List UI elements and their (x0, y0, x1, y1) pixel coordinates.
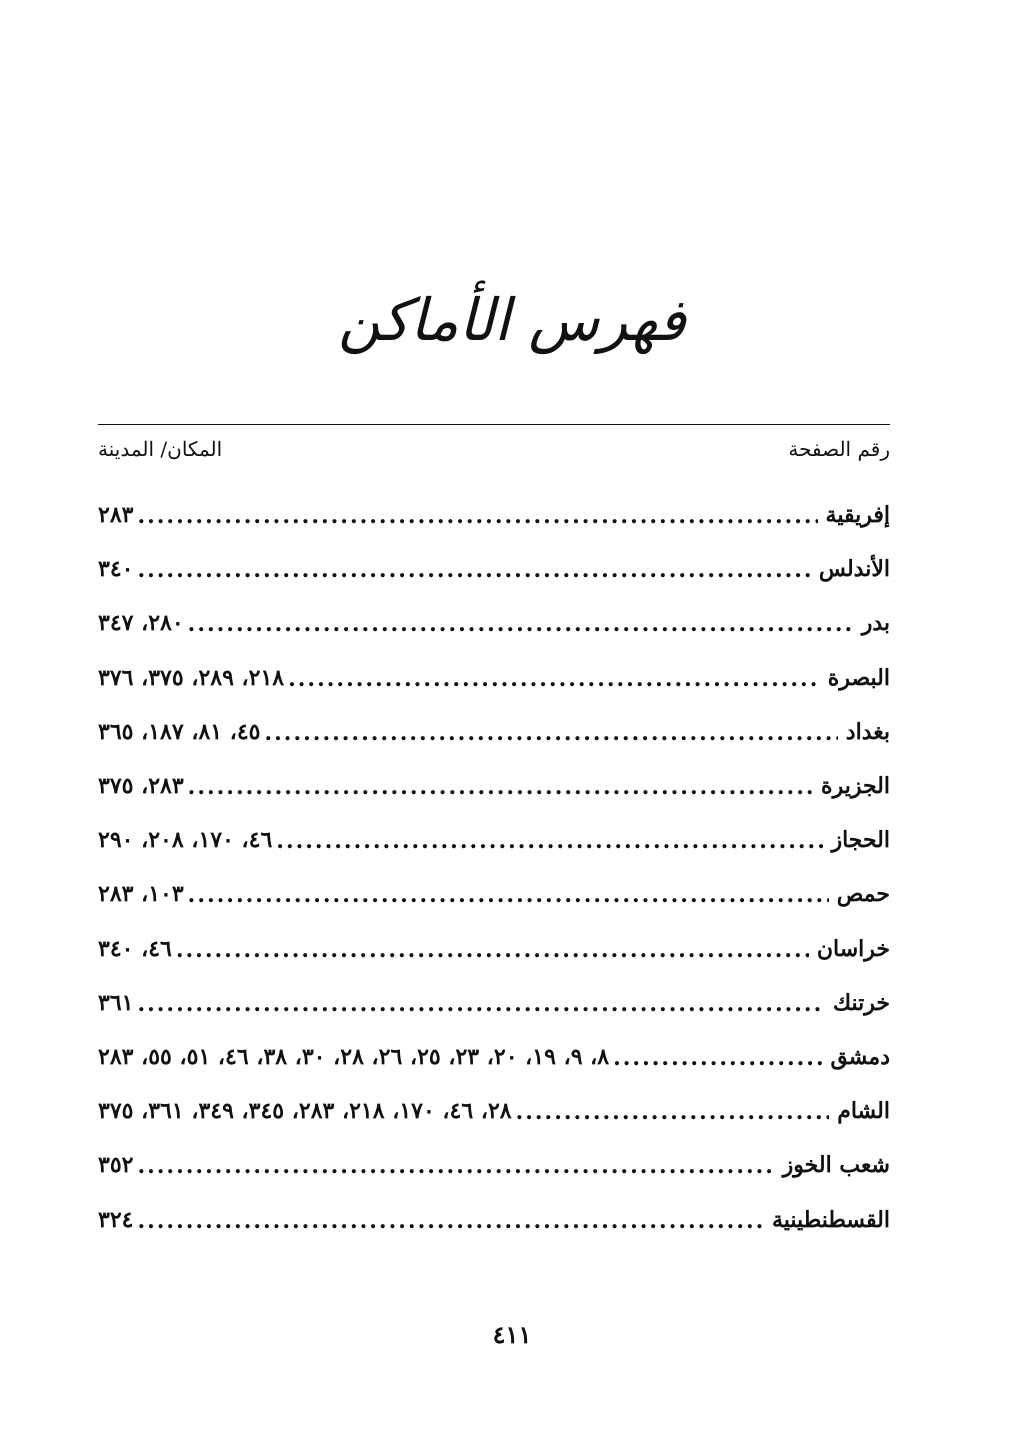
leader-dots (188, 613, 854, 637)
entry-pages: ٢١٨، ٢٨٩، ٣٧٥، ٣٧٦ (98, 664, 285, 691)
index-entry (98, 488, 890, 542)
index-entry (98, 759, 890, 813)
entry-place: حمص (836, 881, 890, 908)
leader-dots (176, 939, 809, 963)
index-entry (98, 651, 890, 705)
entry-place: إفريقية (825, 502, 890, 529)
entry-pages: ٢٨٣، ٣٧٥ (98, 773, 184, 800)
leader-dots (137, 559, 810, 583)
leader-dots (137, 1210, 764, 1234)
index-entry (98, 705, 890, 759)
leader-dots (137, 993, 825, 1017)
entry-pages: ٨، ٩، ١٩، ٢٠، ٢٣، ٢٥، ٢٦، ٢٨، ٣٠، ٣٨، ٤٦، ٥١، ٥٥، ٢٨٣ (98, 1043, 610, 1070)
index-entry (98, 1084, 890, 1138)
entry-pages: ٣٤٠ (98, 556, 134, 583)
entry-place: شعب الخوز (782, 1152, 890, 1179)
entry-pages: ٢٨٠، ٣٤٧ (98, 610, 184, 637)
leader-dots (264, 722, 837, 746)
entry-pages: ٢٨، ٤٦، ١٧٠، ٢١٨، ٢٨٣، ٣٤٥، ٣٤٩، ٣٦١، ٣٧٥ (98, 1098, 512, 1125)
entry-place: القسطنطينية (771, 1206, 890, 1233)
entry-pages: ٤٦، ٣٤٠ (98, 935, 172, 962)
header-rule (98, 424, 890, 425)
index-entry (98, 1138, 890, 1192)
entry-place: خراسان (816, 935, 890, 962)
entry-pages: ٤٦، ١٧٠، ٢٠٨، ٢٩٠ (98, 827, 273, 854)
entry-place: بغداد (845, 718, 890, 745)
page-title: فهرس الأماكن (338, 286, 686, 354)
index-entry (98, 1030, 890, 1084)
entry-place: الشام (837, 1098, 890, 1125)
index-entry (98, 1192, 890, 1246)
leader-dots (613, 1047, 822, 1071)
index-entry (98, 596, 890, 650)
leader-dots (137, 505, 817, 529)
entry-place: الأندلس (818, 556, 890, 583)
leader-dots (516, 1101, 830, 1125)
leader-dots (188, 884, 829, 908)
entry-place: الحجاز (831, 827, 890, 854)
page-column-header: رقم الصفحة (788, 437, 890, 461)
entry-pages: ٣٥٢ (98, 1152, 134, 1179)
index-list (98, 488, 890, 1247)
entry-pages: ١٠٣، ٢٨٣ (98, 881, 184, 908)
index-entry (98, 976, 890, 1030)
place-column-header: المكان/ المدينة (98, 437, 223, 461)
entry-place: الجزيرة (821, 773, 890, 800)
leader-dots (288, 668, 820, 692)
column-header (98, 432, 890, 466)
entry-pages: ٤٥، ٨١، ١٨٧، ٣٦٥ (98, 718, 261, 745)
entry-place: دمشق (830, 1043, 890, 1070)
entry-pages: ٣٦١ (98, 989, 134, 1016)
index-entry (98, 867, 890, 921)
entry-place: بدر (861, 610, 890, 637)
index-entry (98, 542, 890, 596)
leader-dots (276, 830, 823, 854)
leader-dots (137, 1155, 774, 1179)
leader-dots (188, 776, 813, 800)
page-number: ٤١١ (492, 1320, 532, 1349)
entry-place: خرتنك (832, 989, 890, 1016)
entry-pages: ٣٢٤ (98, 1206, 134, 1233)
entry-place: البصرة (827, 664, 890, 691)
index-entry (98, 922, 890, 976)
index-entry (98, 813, 890, 867)
entry-pages: ٢٨٣ (98, 502, 134, 529)
